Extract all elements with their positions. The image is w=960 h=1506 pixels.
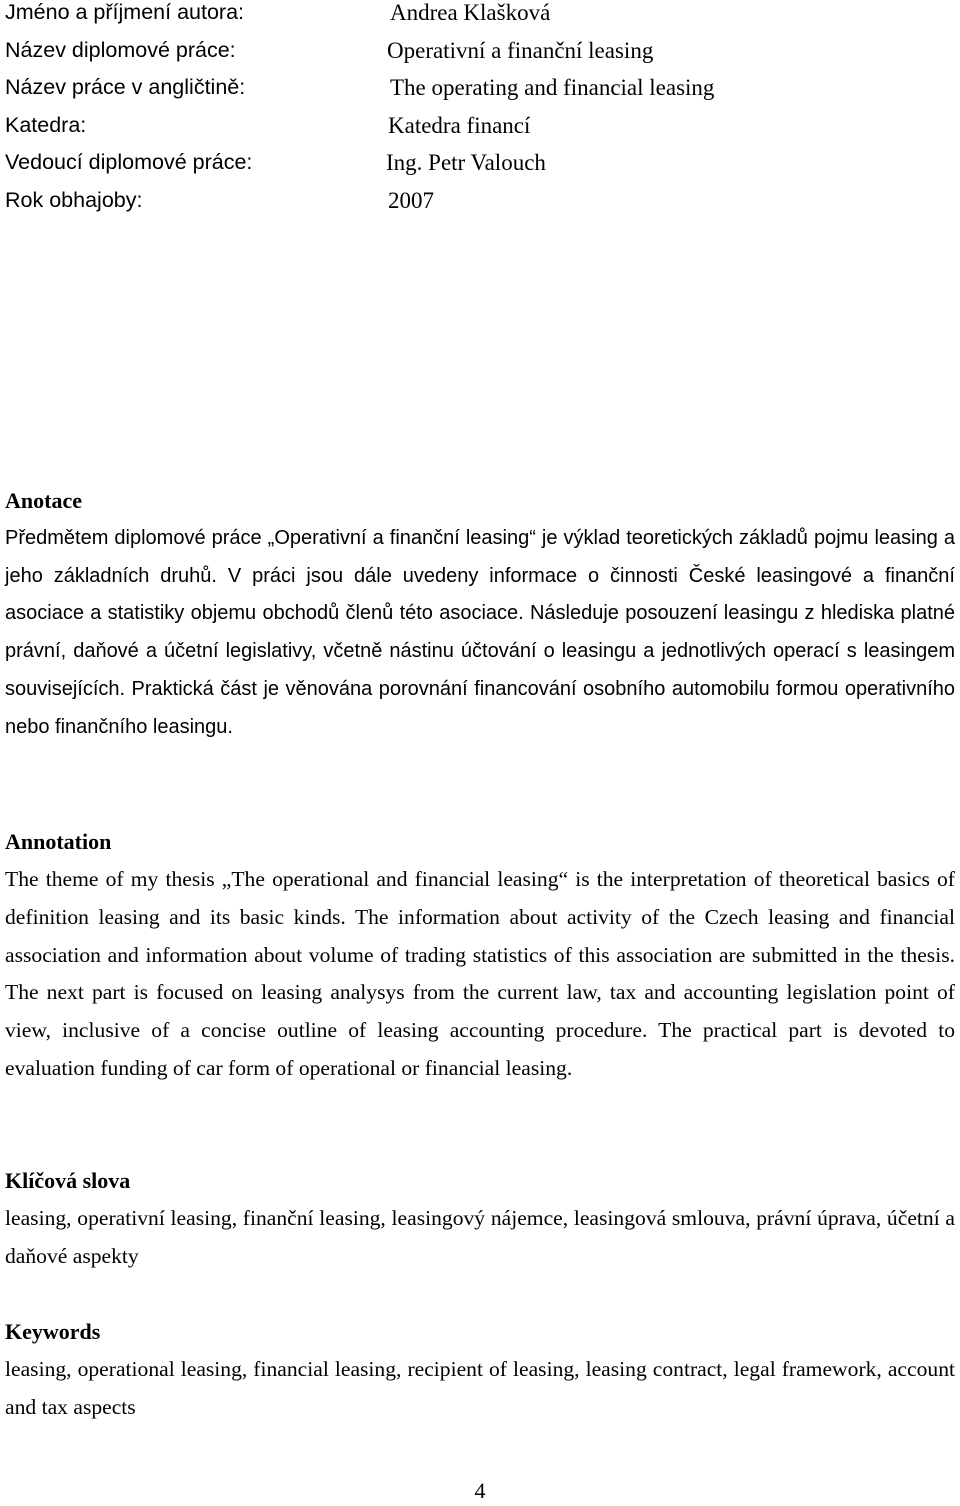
annotation-section: [5, 823, 955, 1088]
meta-row-thesis-title: [5, 32, 955, 70]
meta-label: Katedra:: [5, 112, 87, 137]
meta-label: Jméno a příjmení autora:: [5, 0, 245, 24]
annotation-heading: Annotation: [5, 829, 112, 854]
meta-label: Název diplomové práce:: [5, 37, 236, 62]
meta-label: Název práce v angličtině:: [5, 75, 246, 99]
meta-value: Operativní a finanční leasing: [387, 37, 654, 63]
meta-value: Ing. Petr Valouch: [386, 150, 546, 175]
keywords-text: leasing, operational leasing, financial leasing, recipient of leasing, leasing contract, legal framework, account and tax aspects: [5, 1357, 955, 1419]
meta-row-author: [5, 0, 955, 32]
meta-value: Andrea Klašková: [390, 0, 551, 25]
anotace-section: [5, 482, 955, 746]
meta-value: 2007: [388, 187, 434, 213]
meta-row-department: [5, 107, 955, 145]
klicova-slova-heading: Klíčová slova: [5, 1168, 131, 1193]
keywords-heading: Keywords: [5, 1319, 101, 1344]
anotace-text: Předmětem diplomové práce „Operativní a finanční leasing“ je výklad teoretických základů pojmu leasing a jeho základních druhů. V práci jsou dále uvedeny informace o činnosti České leasingové a finanční asociace a statistiky objemu obchodů členů této asociace. Následuje posouzení leasingu z hlediska platné právní, daňové a účetní legislativy, včetně nástinu účtování o leasingu a jednotlivých operací s leasingem souvisejících. Praktická část je věnována porovnání financování osobního automobilu formou operativního nebo finančního leasingu.: [5, 527, 955, 738]
meta-label: Vedoucí diplomové práce:: [5, 150, 253, 174]
page-number: 4: [474, 1478, 486, 1503]
meta-label: Rok obhajoby:: [5, 187, 143, 212]
meta-value: Katedra financí: [388, 112, 531, 138]
klicova-slova-section: [5, 1162, 955, 1276]
meta-row-defense-year: [5, 182, 955, 220]
meta-row-supervisor: [5, 144, 955, 182]
anotace-heading: Anotace: [5, 488, 82, 513]
klicova-slova-text: leasing, operativní leasing, finanční leasing, leasingový nájemce, leasingová smlouva, právní úprava, účetní a daňové aspekty: [5, 1206, 955, 1268]
meta-row-english-title: [5, 69, 955, 107]
meta-value: The operating and financial leasing: [390, 75, 715, 100]
keywords-section: [5, 1313, 955, 1427]
thesis-metadata: [5, 0, 955, 219]
annotation-text: The theme of my thesis „The operational and financial leasing“ is the interpretation of theoretical basics of definition leasing and its basic kinds. The information about activity of the Czech leasing and financial association and information about volume of trading statistics of this association are submitted in the thesis. The next part is focused on leasing analysys from the current law, tax and accounting legislation point of view, inclusive of a concise outline of leasing accounting procedure. The practical part is devoted to evaluation funding of car form of operational or financial leasing.: [5, 867, 955, 1080]
